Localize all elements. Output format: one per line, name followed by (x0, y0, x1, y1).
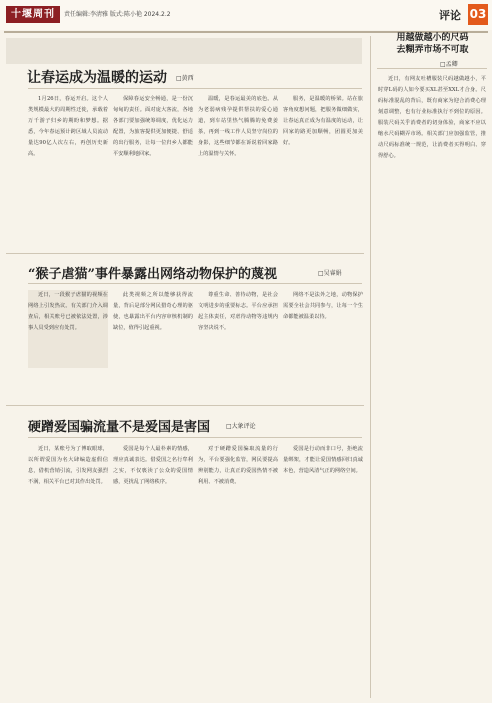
editor-credits: 责任编辑:李淸雅 版式:陈小艳 2024.2.2 (64, 11, 171, 18)
article3-rule (28, 437, 362, 438)
section-name: 评论 (439, 9, 461, 22)
column-divider (370, 36, 371, 698)
article2-column-4: 网络不是法外之地，动物保护需要全社会共同参与，让每一个生命都能被温柔以待。 (283, 292, 363, 320)
sidebar-byline: □孟卿 (440, 61, 458, 68)
article3-column-3: 对于硬蹭爱国骗取流量的行为，平台要强化监管，网民要提高辨别能力，让真正的爱国热情不被利用、不被消费。 (198, 446, 278, 485)
article3-column-2: 爱国是每个人最朴素的情感，理应真诚表达。借爱国之名行牟利之实，不仅亵渎了公众的爱国情感，更扰乱了网络秩序。 (113, 446, 193, 485)
page-number: 03 (468, 4, 488, 25)
article3-title: 硬蹭爱国骗流量不是爱国是害国 (28, 420, 211, 435)
sidebar-rule (377, 68, 487, 69)
page-header (0, 0, 492, 30)
article2-column-2: 此类视频之所以能够获得流量，背后是部分网民猎奇心理的驱使，也暴露出平台内容审核机制的缺位，值得引起重视。 (113, 292, 193, 331)
article1-column-4: 服务，是温暖的桥梁。站在旅客角度想问题，把服务做细做实，让春运真正成为有温度的运动，让回家的路更加顺畅，团圆更加美好。 (283, 96, 363, 146)
article2-byline: □吴睿娟 (318, 270, 342, 277)
article1-rule (28, 88, 362, 89)
article1-column-3: 温暖，是春运最美的底色。从为老弱病残孕提供帮扶的爱心通道，到车站里热气腾腾的免费姜茶，再到一线工作人员坚守岗位的身影，这些细节都在诉说着回家路上的温情与关怀。 (198, 96, 278, 157)
article3-column-4: 爱国是行动而非口号，拒绝流量绑架，才能让爱国情感回归真诚本色，营造风清气正的网络空间。 (283, 446, 363, 474)
article2-column-3: 尊重生命、善待动物，是社会文明进步的重要标志。平台应承担起主体责任，对虐待动物等违规内容坚决说不。 (198, 292, 278, 331)
article3-byline: □大象评论 (226, 423, 256, 430)
article3-column-1: 近日，某账号为了博取眼球，以所谓爱国为名大肆编造虚假信息，借机营销引流，引发网友强烈不满，相关平台已对其作出处罚。 (28, 446, 108, 485)
sidebar-title-line1: 用越做越小的尺码 (396, 33, 469, 43)
sidebar-text: 近日，有网友吐槽服装尺码越做越小，平时穿L码的人如今要买XL甚至XXL才合身。尺码标准混乱的背后，既有商家为迎合消费心理刻意调整，也有行业标准执行不到位的原因。服装尺码关乎消费者的切身体验，商家不应以缩水尺码糊弄市场。相关部门应加强监管，推动尺码标准统一规范，让消费者买得明白、穿得舒心。 (378, 76, 486, 159)
article2-column-1: 近日，一段猴子虐猫的视频在网络上引发热议。有关部门介入调查后，相关账号已被依法处置，涉事人员受到应有处罚。 (28, 290, 108, 368)
article-header-band (6, 38, 362, 64)
article1-title: 让春运成为温暖的运动 (27, 70, 167, 86)
masthead: 十堰周刊 (6, 6, 60, 23)
article1-byline: □黄西 (176, 75, 194, 82)
article1-column-1: 1月26日，春运开启。这个人类规模最大的周期性迁徙，承载着万千游子归乡的期盼和梦想。据悉，今年春运预计跨区域人员流动量达90亿人次左右，再创历史新高。 (28, 96, 108, 157)
article2-rule (28, 283, 362, 284)
article1-column-2: 保障春运安全畅通，是一份沉甸甸的责任。面对庞大客流，各地各部门要加强统筹调度，优化运力配置，为旅客提供更加便捷、舒适的出行服务，让每一位归乡人都能平安顺利地回家。 (113, 96, 193, 157)
article2-title: “猴子虐猫”事件暴露出网络动物保护的蔑视 (28, 267, 277, 282)
article2-bottom-rule (6, 405, 364, 406)
sidebar-title-line2: 去糊弄市场不可取 (396, 45, 469, 55)
article1-bottom-rule (6, 253, 364, 254)
